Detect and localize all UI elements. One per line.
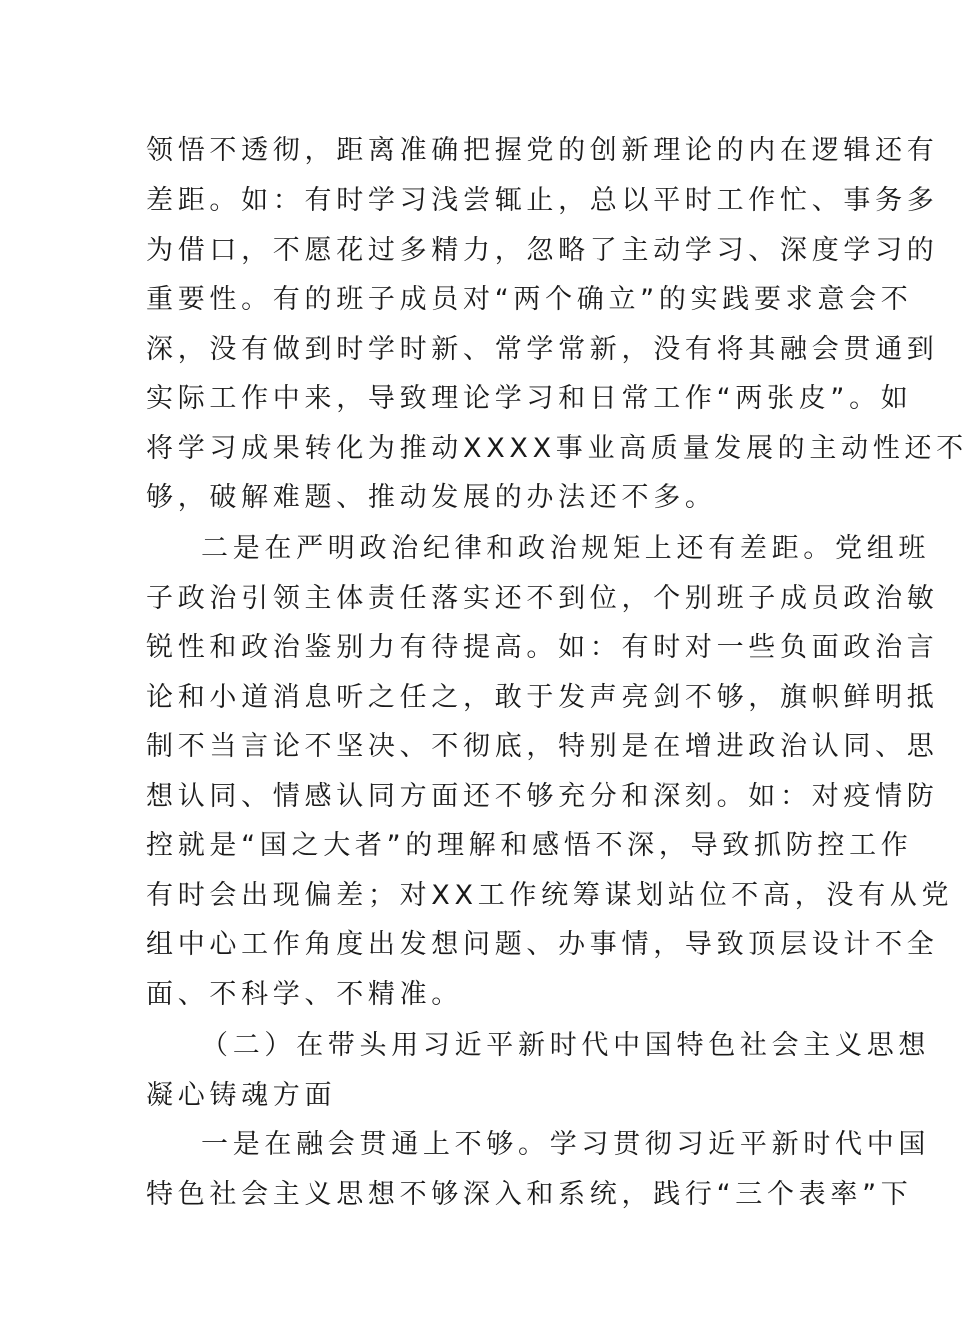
- body-text-line: 特色社会主义思想不够深入和系统，践行“三个表率”下: [146, 1179, 913, 1210]
- body-text-line: 面、不科学、不精准。: [146, 979, 463, 1010]
- body-text-line: 制不当言论不坚决、不彻底，特别是在增进政治认同、思: [146, 731, 939, 762]
- body-text-line: 差距。如：有时学习浅尝辄止，总以平时工作忙、事务多: [146, 185, 939, 216]
- body-text-line: 领悟不透彻，距离准确把握党的创新理论的内在逻辑还有: [146, 135, 939, 166]
- section-heading: （二）在带头用习近平新时代中国特色社会主义思想: [201, 1030, 931, 1061]
- body-text-line: 为借口，不愿花过多精力，忽略了主动学习、深度学习的: [146, 235, 939, 266]
- body-text-line: 将学习成果转化为推动XXXX事业高质量发展的主动性还不: [146, 433, 968, 464]
- section-heading-continued: 凝心铸魂方面: [146, 1080, 337, 1111]
- body-text-line: 实际工作中来，导致理论学习和日常工作“两张皮”。如: [146, 383, 913, 414]
- body-text-line: 组中心工作角度出发想问题、办事情，导致顶层设计不全: [146, 929, 939, 960]
- body-text-line: 想认同、情感认同方面还不够充分和深刻。如：对疫情防: [146, 781, 939, 812]
- body-text-line: 控就是“国之大者”的理解和感悟不深，导致抓防控工作: [146, 830, 913, 861]
- body-text-line: 有时会出现偏差；对XX工作统筹谋划站位不高，没有从党: [146, 880, 954, 911]
- body-text-line: 够，破解难题、推动发展的办法还不多。: [146, 482, 717, 513]
- paragraph-first-line: 一是在融会贯通上不够。学习贯彻习近平新时代中国: [201, 1129, 931, 1160]
- body-text-line: 论和小道消息听之任之，敢于发声亮剑不够，旗帜鲜明抵: [146, 682, 939, 713]
- body-text-line: 锐性和政治鉴别力有待提高。如：有时对一些负面政治言: [146, 632, 939, 663]
- body-text-line: 子政治引领主体责任落实还不到位，个别班子成员政治敏: [146, 583, 939, 614]
- body-text-line: 深，没有做到时学时新、常学常新，没有将其融会贯通到: [146, 334, 939, 365]
- body-text-line: 重要性。有的班子成员对“两个确立”的实践要求意会不: [146, 284, 913, 315]
- paragraph-first-line: 二是在严明政治纪律和政治规矩上还有差距。党组班: [201, 533, 931, 564]
